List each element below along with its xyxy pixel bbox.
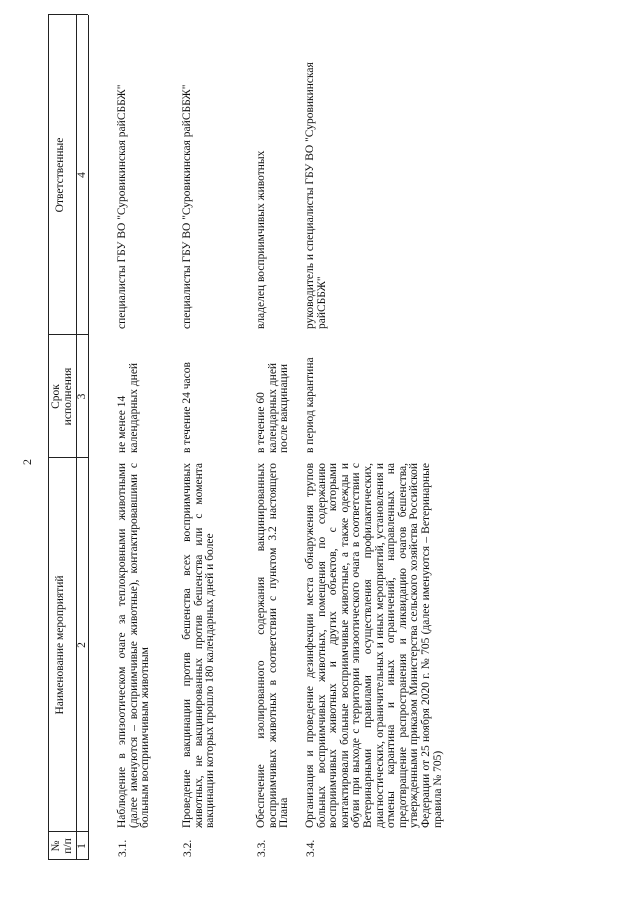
column-numbers-bottom-border: [88, 15, 89, 860]
page-number: 2: [20, 459, 34, 465]
row-3-1-responsible: специалисты ГБУ ВО "Суровикинская райСББЖ": [116, 84, 128, 329]
header-number: № п/п: [50, 838, 74, 854]
header-term: Срок исполнения: [50, 367, 74, 426]
row-3-2-activity: Проведение вакцинации против бешенства всех восприимчивых животных, не вакцинированных против бешенства или с момента вакцинации которых прошло 180 календарных дней и более: [181, 463, 217, 828]
row-3-4-responsible: руководитель и специалисты ГБУ ВО "Суровикинская райСББЖ": [304, 62, 328, 329]
column-number-4: 4: [76, 172, 88, 178]
row-3-3-number: 3.3.: [256, 839, 268, 857]
row-3-3-activity: Обеспечение изолированного содержания вакцинированных восприимчивых животных в соответствии с пунктом 3.2 настоящего Плана: [255, 463, 291, 828]
column-number-1: 1: [76, 843, 88, 849]
row-3-2-responsible: специалисты ГБУ ВО "Суровикинская райСББЖ": [181, 84, 193, 329]
row-3-2-number: 3.2.: [182, 839, 194, 857]
row-3-1-term: не менее 14 календарных дней: [116, 362, 140, 453]
row-3-1-number: 3.1.: [117, 839, 129, 857]
row-3-4-number: 3.4.: [305, 839, 317, 857]
header-activity-name: Наименование мероприятий: [54, 575, 66, 715]
row-3-2-term: в течение 24 часов: [181, 362, 193, 453]
column-number-2: 2: [76, 642, 88, 648]
row-3-3-responsible: владелец восприимчивых животных: [255, 150, 267, 329]
row-3-4-activity: Организация и проведение дезинфекции места обнаружения трупов больных восприимчивых животных, помещения по содержанию восприимчивых животных и других объектов, с которыми контактировали больные восприимчивые животные, а также одежды и обуви при выходе с территории эпизоотического очага в соответствии с Ветеринарными правилами осуществления профилактических, диагностических, ограничительных и иных мероприятий, установления и отмены карантина и иных ограничений, направленных на предотвращение распространения и ликвидацию очагов бешенства, утвержденными приказом Министерства сельского хозяйства Российской Федерации от 25 ноября 2020 г. № 705 (далее именуются – Ветеринарные правила № 705): [304, 463, 444, 828]
row-3-3-term: в течение 60 календарных дней после вакцинации: [255, 362, 291, 453]
column-number-3: 3: [76, 393, 88, 400]
row-3-1-activity: Наблюдение в эпизоотическом очаге за теплокровными животными (далее именуются – восприимчивые животные), контактировавшими с больным восприимчивым животным: [116, 463, 152, 828]
table-top-border: [48, 15, 49, 860]
header-responsible: Ответственные: [54, 137, 66, 213]
row-3-4-term: в период карантина: [304, 357, 316, 453]
